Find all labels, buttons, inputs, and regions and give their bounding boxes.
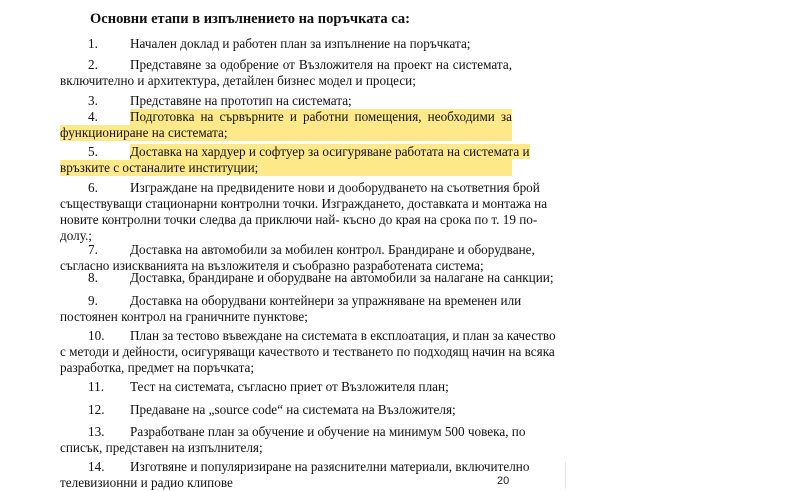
list-item-line bbox=[130, 459, 530, 475]
page-edge bbox=[565, 462, 566, 489]
list-item-text: разработка, предмет на поръчката; bbox=[60, 360, 255, 375]
list-item-text: Изготвяне и популяризиране на разяснителни материали, включително bbox=[130, 459, 530, 474]
list-item-text: съществуващи стационарни контролни точки. Изграждането, доставката и монтажа на bbox=[60, 196, 548, 211]
list-item-text: Тест на системата, съгласно приет от Възложителя план; bbox=[130, 379, 449, 394]
list-item-line bbox=[130, 424, 526, 440]
list-item-text: Доставка на автомобили за мобилен контрол. Брандиране и оборудване, bbox=[130, 242, 535, 257]
list-item bbox=[60, 93, 512, 109]
list-item bbox=[60, 144, 530, 176]
list-item-number: 8. bbox=[88, 270, 98, 285]
list-item-line bbox=[130, 109, 512, 125]
list-item-text: връзките с останалите институции; bbox=[60, 160, 259, 175]
list-item-text: телевизионни и радио клипове bbox=[60, 475, 233, 490]
list-item-text: Подготовка на сървърните и работни помещения, необходими за bbox=[130, 109, 512, 124]
list-item bbox=[60, 180, 548, 244]
list-item-text: постоянен контрол на граничните пунктове; bbox=[60, 309, 308, 324]
list-item-line bbox=[130, 57, 512, 73]
list-item-text: долу.; bbox=[60, 228, 92, 243]
list-item-line bbox=[60, 440, 512, 456]
list-item-line bbox=[130, 379, 512, 395]
list-item-text: Изграждане на предвидените нови и дооборудването на съответния брой bbox=[130, 180, 540, 195]
list-item-line bbox=[130, 36, 512, 52]
list-item-text: Начален доклад и работен план за изпълнение на поръчката; bbox=[130, 36, 471, 51]
list-item-number: 2. bbox=[88, 57, 98, 72]
list-item-number: 9. bbox=[88, 293, 98, 308]
list-item bbox=[60, 109, 512, 141]
list-item bbox=[60, 293, 522, 325]
list-item-line bbox=[60, 309, 512, 325]
list-item-text: Представяне на прототип на системата; bbox=[130, 93, 352, 108]
list-item-line bbox=[130, 402, 512, 418]
list-item-number: 5. bbox=[88, 144, 98, 159]
list-item-line bbox=[60, 360, 512, 376]
list-item-number: 1. bbox=[88, 36, 98, 51]
list-item-text: списък, представен на изпълнителя; bbox=[60, 440, 263, 455]
list-item-line bbox=[130, 328, 556, 344]
list-item-number: 14. bbox=[88, 459, 105, 474]
list-item-text: Предаване на „source code“ на системата на Възложителя; bbox=[130, 402, 456, 417]
list-item-line bbox=[60, 125, 512, 141]
list-item-number: 10. bbox=[88, 328, 105, 343]
list-item-line bbox=[130, 242, 535, 258]
section-heading: Основни етапи в изпълнението на поръчката са: bbox=[90, 11, 410, 27]
list-item bbox=[60, 424, 526, 456]
list-item bbox=[60, 57, 512, 89]
list-item-line bbox=[60, 196, 548, 212]
list-item-line bbox=[130, 293, 522, 309]
list-item-line bbox=[60, 344, 555, 360]
list-item-text: съгласно изискванията на възложителя и съобразно разработената система; bbox=[60, 258, 484, 273]
list-item bbox=[60, 328, 556, 376]
list-item-line bbox=[60, 160, 512, 176]
list-item bbox=[60, 270, 554, 286]
list-item-text: с методи и дейности, осигуряващи качеството и тестването по подходящ начин на всяка bbox=[60, 344, 555, 359]
list-item bbox=[60, 36, 512, 52]
list-item-text: План за тестово въвеждане на системата в експлоатация, и план за качество bbox=[130, 328, 556, 343]
list-item-text: Доставка на хардуер и софтуер за осигуряване работата на системата и bbox=[130, 144, 530, 159]
page-number: 20 bbox=[497, 475, 510, 487]
list-item-number: 12. bbox=[88, 402, 105, 417]
list-item-line bbox=[60, 73, 512, 89]
list-item-number: 11. bbox=[88, 379, 104, 394]
list-item-line bbox=[60, 212, 538, 228]
list-item-line bbox=[130, 270, 554, 286]
list-item-text: Доставка, брандиране и оборудване на автомобили за налагане на санкции; bbox=[130, 270, 554, 285]
list-item bbox=[60, 402, 512, 418]
list-item-number: 6. bbox=[88, 180, 98, 195]
list-item-line bbox=[130, 93, 512, 109]
list-item bbox=[60, 379, 512, 395]
list-item-number: 13. bbox=[88, 424, 105, 439]
list-item-text: Доставка на оборудвани контейнери за упражняване на временен или bbox=[130, 293, 522, 308]
list-item-text: функциониране на системата; bbox=[60, 125, 228, 140]
list-item-text: включително и архитектура, детайлен бизнес модел и процеси; bbox=[60, 73, 416, 88]
list-item-text: новите контролни точки следва да приключи най- късно до края на срока по т. 19 по- bbox=[60, 212, 538, 227]
list-item-number: 4. bbox=[88, 109, 98, 124]
list-item-number: 3. bbox=[88, 93, 98, 108]
list-item bbox=[60, 459, 530, 491]
list-item-number: 7. bbox=[88, 242, 98, 257]
list-item-text: Представяне за одобрение от Възложителя на проект на системата, bbox=[130, 57, 512, 72]
list-item-text: Разработване план за обучение и обучение на минимум 500 човека, по bbox=[130, 424, 526, 439]
list-item-line bbox=[130, 180, 540, 196]
list-item-line bbox=[130, 144, 530, 160]
